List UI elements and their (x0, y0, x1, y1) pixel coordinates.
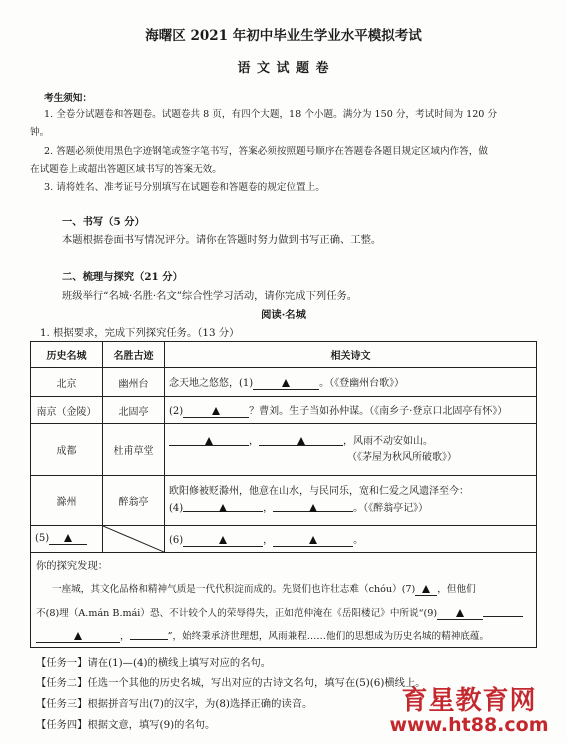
blank-label: (5) (35, 533, 50, 544)
exam-title: 海曙区 2021 年初中毕业生学业水平模拟考试 (145, 28, 422, 44)
table-row (31, 368, 537, 397)
answer-blank-3a[interactable] (169, 435, 249, 446)
task-4: 【任务四】根据文意，填写(9)的名句。 (36, 719, 216, 731)
poem-text: 。（《醉翁亭记》） (353, 502, 429, 514)
triangle-marker-icon (297, 437, 305, 445)
section2-subheading: 阅读·名城 (261, 309, 306, 321)
notice-item-1b: 钟。 (30, 127, 50, 138)
triangle-marker-icon (456, 609, 464, 617)
city-cell: 北京 (31, 368, 103, 397)
triangle-marker-icon (422, 585, 430, 593)
poem-text: ？曹刘。生子当如孙仲谋。（《南乡子·登京口北固亭有怀》） (249, 406, 508, 417)
poem-sep: ， (263, 502, 274, 514)
notice-heading: 考生须知： (44, 93, 92, 104)
blank-label: (2) (169, 406, 184, 417)
site-cell: 幽州台 (103, 368, 165, 397)
triangle-marker-icon (309, 536, 317, 544)
poem-source: （《茅屋为秋风所破歌》） (347, 451, 457, 463)
diagonal-line-icon (103, 526, 164, 552)
notice-item-2b: 在试题卷上或超出答题区域书写的答案无效。 (30, 164, 222, 175)
city-cell: 滁州 (31, 476, 103, 526)
notice-item-1a: 1. 全卷分试题卷和答题卷。试题卷共 8 页，有四个大题，18 个小题。满分为 150 分，考试时间为 120 分 (44, 109, 498, 120)
notice-item-3: 3. 请将姓名、准考证号分别填写在试题卷和答题卷的规定位置上。 (44, 182, 325, 193)
answer-blank-2[interactable] (183, 407, 249, 418)
poem-text: 。 (353, 535, 364, 546)
task-3: 【任务三】根据拼音写出(7)的汉字，为(8)选择正确的读音。 (36, 698, 313, 710)
header-city: 历史名城 (31, 342, 103, 368)
triangle-marker-icon (74, 632, 82, 640)
section1-text: 本题根据卷面书写情况评分。请你在答题时努力做到书写正确、工整。 (62, 234, 382, 246)
answer-blank-9c[interactable] (36, 632, 120, 643)
poem-cell (165, 476, 537, 526)
answer-blank-6b[interactable] (273, 536, 353, 547)
poem-sep: ， (249, 435, 259, 447)
triangle-marker-icon (64, 534, 72, 542)
poem-text: 欧阳修被贬滁州，他意在山水，与民同乐，宽和仁爱之风遗泽至今： (169, 485, 469, 497)
poem-cell (165, 526, 537, 553)
answer-blank-9d[interactable] (130, 629, 168, 640)
task-2: 【任务二】任选一个其他的历史名城，写出对应的古诗文名句，填写在(5)(6)横线上。 (36, 677, 426, 689)
poem-text: 。（《登幽州台歌》） (319, 378, 405, 389)
answer-blank-3b[interactable] (259, 435, 343, 446)
watermark-name: 育星教育网 (401, 686, 537, 716)
poem-table (30, 341, 537, 553)
explore-line-3: ， ”，始终秉承济世理想，风雨兼程……他们的思想成为历史名城的精神底蕴。 (36, 628, 489, 643)
city-cell: 南京（金陵） (31, 397, 103, 424)
site-cell-crossed (103, 526, 165, 553)
table-row (31, 397, 537, 424)
poem-sep: ， (263, 535, 274, 546)
triangle-marker-icon (212, 407, 220, 415)
site-cell: 杜甫草堂 (103, 424, 165, 476)
table-row (31, 526, 537, 553)
answer-blank-1[interactable] (253, 379, 319, 390)
watermark-logo (378, 680, 560, 740)
header-site: 名胜古迹 (103, 342, 165, 368)
header-poem: 相关诗文 (165, 342, 537, 368)
explore-line-2: 不(8)埋（A.mán B.mái）恐、不计较个人的荣辱得失，正如范仲淹在《岳阳楼记》中所说“(9) (36, 605, 523, 620)
answer-blank-5[interactable] (49, 534, 87, 545)
section1-heading: 一、书写（5 分） (62, 216, 145, 228)
section2-intro: 班级举行“名城·名胜·名文”综合性学习活动，请你完成下列任务。 (62, 290, 358, 302)
blank-label: (6) (169, 535, 184, 546)
answer-blank-4a[interactable] (183, 501, 263, 512)
answer-blank-4b[interactable] (273, 501, 353, 512)
explore-label: 你的探究发现： (36, 560, 109, 572)
notice-item-2a: 2. 答题必须使用黑色字迹钢笔或签字笔书写，答案必须按照题号顺序在答题卷各题目规定区域内作答，做 (44, 146, 488, 157)
blank-label: (4) (169, 502, 184, 514)
city-cell (31, 526, 103, 553)
explore-line-1: 一座城，其文化品格和精神气质是一代代积淀而成的。先贤们也许壮志难（chóu）(7) ，但他们 (52, 584, 476, 595)
site-cell: 醉翁亭 (103, 476, 165, 526)
answer-blank-9a[interactable] (437, 609, 483, 620)
answer-blank-9b[interactable] (483, 606, 523, 617)
triangle-marker-icon (219, 536, 227, 544)
poem-text: 念天地之悠悠， (169, 378, 239, 389)
poem-cell (165, 368, 537, 397)
watermark-url: www.ht88.com (389, 714, 549, 736)
poem-text: ，风雨不动安如山。 (343, 435, 433, 447)
answer-blank-6a[interactable] (183, 536, 263, 547)
poem-cell (165, 424, 537, 476)
paper-subtitle: 语 文 试 题 卷 (237, 61, 330, 76)
section2-heading: 二、梳理与探究（21 分） (62, 271, 183, 283)
triangle-marker-icon (205, 437, 213, 445)
triangle-marker-icon (309, 504, 317, 512)
poem-cell (165, 397, 537, 424)
blank-label: (1) (239, 378, 254, 389)
task-1: 【任务一】请在(1)—(4)的横线上填写对应的名句。 (36, 657, 272, 669)
table-row (31, 476, 537, 526)
answer-blank-7[interactable] (415, 585, 437, 596)
triangle-marker-icon (282, 379, 290, 387)
site-cell: 北固亭 (103, 397, 165, 424)
triangle-marker-icon (219, 504, 227, 512)
table-header-row (31, 342, 537, 368)
city-cell: 成都 (31, 424, 103, 476)
table-row (31, 424, 537, 476)
question-1: 1. 根据要求，完成下列探究任务。（13 分） (40, 327, 240, 339)
